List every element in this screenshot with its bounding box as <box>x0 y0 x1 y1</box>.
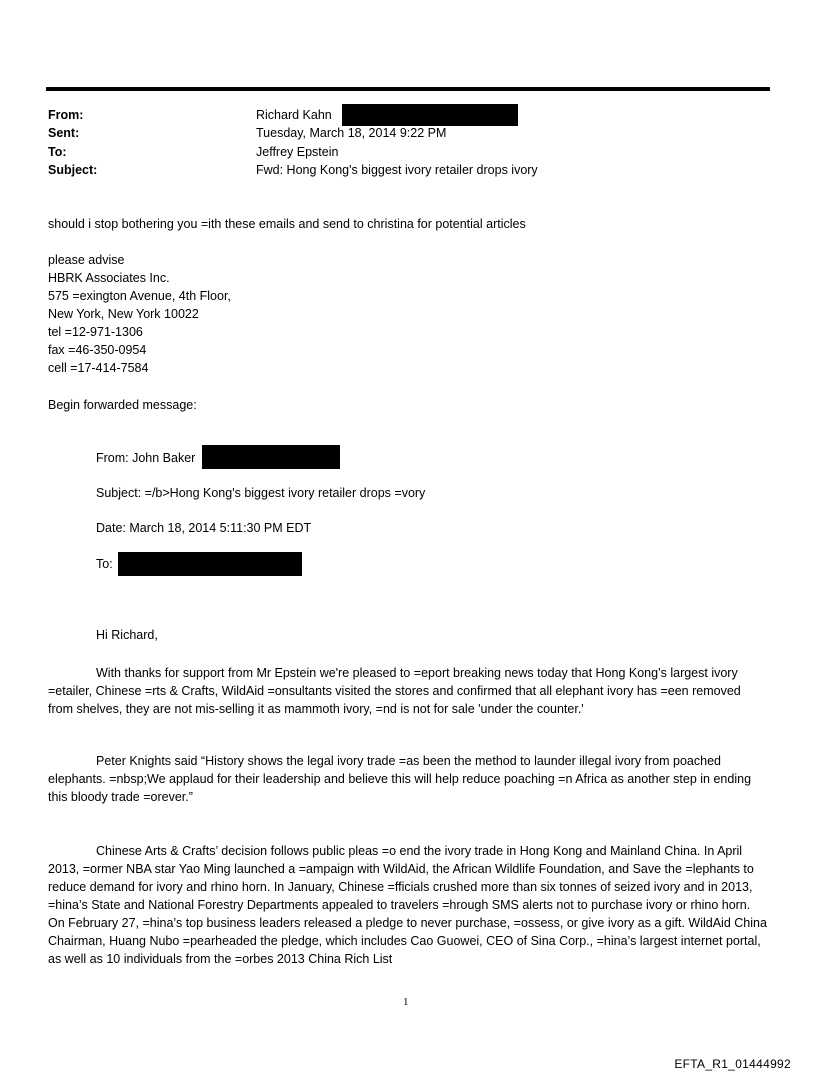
signature-line: cell =17-414-7584 <box>48 361 149 375</box>
forwarded-from: From: John Baker <box>96 451 196 465</box>
document-id: EFTA_R1_01444992 <box>674 1057 791 1071</box>
header-rule <box>46 87 770 91</box>
begin-forwarded: Begin forwarded message: <box>48 398 197 412</box>
please-advise: please advise <box>48 253 125 267</box>
forwarded-to: To: <box>96 557 113 571</box>
page-number: 1 <box>403 996 409 1008</box>
from-value: Richard Kahn <box>256 108 332 122</box>
redaction-forwarded-to <box>118 552 302 576</box>
paragraph-3-text: Chinese Arts & Crafts’ decision follows public pleas =o end the ivory trade in Hong Kong and Mainland China. In April 2013, =ormer NBA star Yao Ming launched a =ampaign with WildAid, the African Wildlife Foundation, and Save the =lephants to reduce demand for ivory and rhino horn. In January, Chinese =fficials crushed more than six tonnes of seized ivory and in 2013, =hina’s State and National Forestry Departments appealed to travelers =hrough SMS alerts not to purchase ivory or rhino horn. On February 27, =hina’s top business leaders released a pledge to never purchase, =ossess, or give ivory as a gift. WildAid China Chairman, Huang Nubo =pearheaded the pledge, which includes Cao Guowei, CEO of Sina Corp., =hina’s largest internet portal, as well as 10 individuals from the =orbes 2013 China Rich List <box>48 844 767 966</box>
signature-line: HBRK Associates Inc. <box>48 271 170 285</box>
paragraph-2 <box>48 752 768 806</box>
sent-label: Sent: <box>48 126 80 140</box>
paragraph-1 <box>48 664 768 718</box>
subject-value: Fwd: Hong Kong's biggest ivory retailer drops ivory <box>256 163 538 177</box>
paragraph-2-text: Peter Knights said “History shows the legal ivory trade =as been the method to launder illegal ivory from poached elephants. =nbsp;We applaud for their leadership and believe this will help reduce poaching =n Africa as another step in ending this bloody trade =orever.” <box>48 754 752 804</box>
signature-line: tel =12-971-1306 <box>48 325 143 339</box>
signature-line: 575 =exington Avenue, 4th Floor, <box>48 289 231 303</box>
to-label: To: <box>48 145 67 159</box>
sent-value: Tuesday, March 18, 2014 9:22 PM <box>256 126 447 140</box>
subject-label: Subject: <box>48 163 98 177</box>
redaction-forwarded-from <box>202 445 340 469</box>
from-label: From: <box>48 108 84 122</box>
paragraph-1-text: With thanks for support from Mr Epstein we're pleased to =eport breaking news today that Hong Kong’s largest ivory =etailer, Chinese =rts & Crafts, WildAid =onsultants visited the stores and confirmed that all elephant ivory has =een removed from shelves, they are not mis-selling it as mammoth ivory, =nd is not for sale 'under the counter.' <box>48 666 741 716</box>
paragraph-3 <box>48 842 768 968</box>
to-value: Jeffrey Epstein <box>256 145 339 159</box>
forwarded-date: Date: March 18, 2014 5:11:30 PM EDT <box>96 521 312 535</box>
forwarded-subject: Subject: =/b>Hong Kong's biggest ivory retailer drops =vory <box>96 486 426 500</box>
signature-line: New York, New York 10022 <box>48 307 199 321</box>
redaction-from-email <box>342 104 518 126</box>
body-line-1: should i stop bothering you =ith these emails and send to christina for potential articles <box>48 217 526 231</box>
signature-line: fax =46-350-0954 <box>48 343 147 357</box>
greeting: Hi Richard, <box>96 628 158 642</box>
